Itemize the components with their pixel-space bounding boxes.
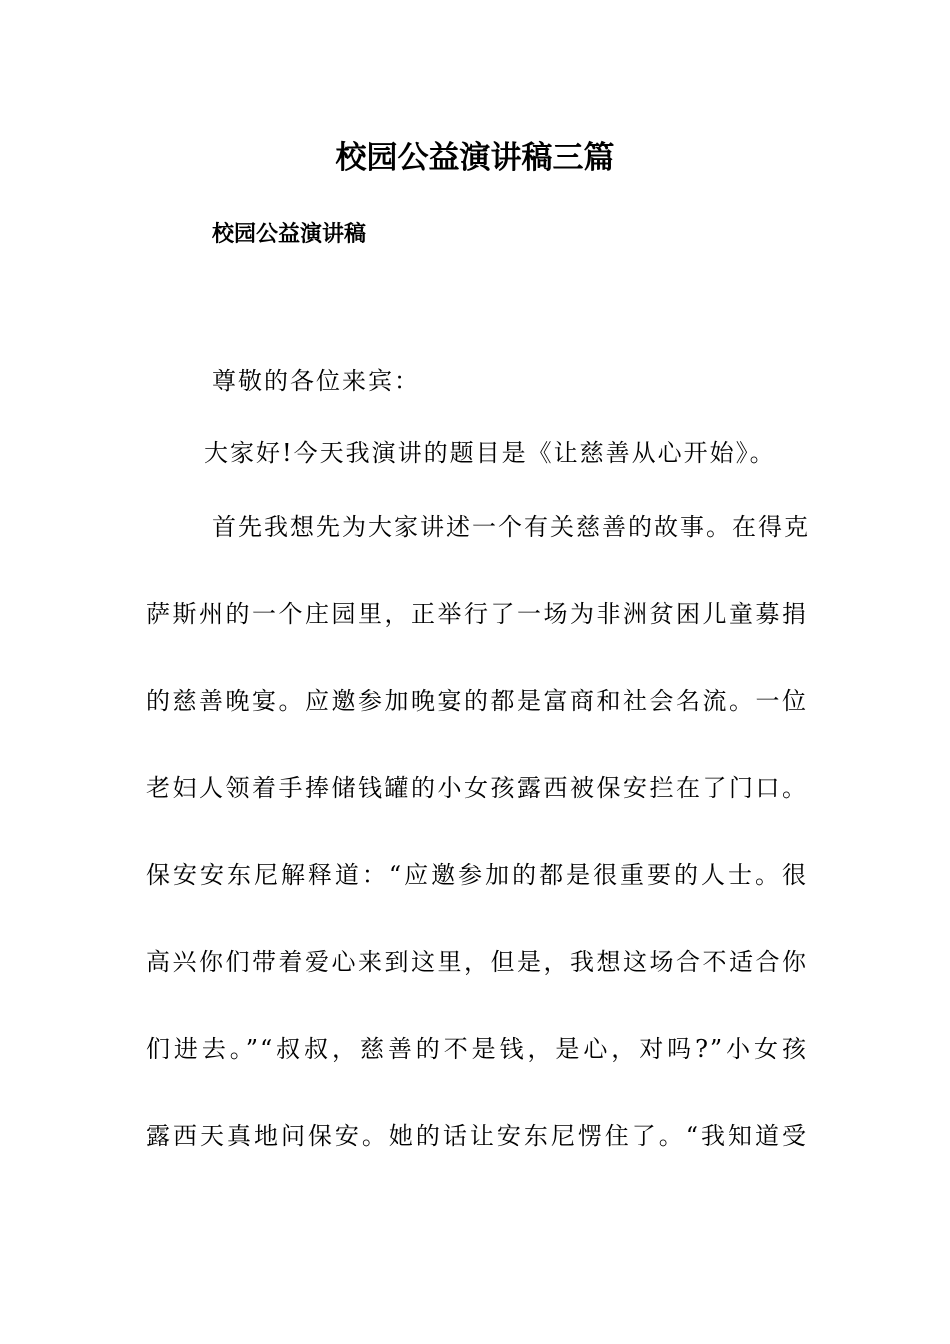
- body-line: 首先我想先为大家讲述一个有关慈善的故事。在得克: [212, 513, 810, 541]
- body-line: 高兴你们带着爱心来到这里，但是，我想这场合不适合你: [146, 948, 808, 976]
- body-line: 老妇人领着手捧储钱罐的小女孩露西被保安拦在了门口。: [146, 774, 808, 802]
- body-line: 萨斯州的一个庄园里，正举行了一场为非洲贫困儿童募捐: [146, 600, 808, 628]
- body-line: 保安安东尼解释道：“应邀参加的都是很重要的人士。很: [146, 861, 808, 889]
- document-title: 校园公益演讲稿三篇: [335, 140, 615, 176]
- body-line: 们进去。”“叔叔，慈善的不是钱，是心，对吗?”小女孩: [146, 1035, 808, 1063]
- salutation-line: 尊敬的各位来宾：: [212, 367, 420, 395]
- greeting-line: 大家好!今天我演讲的题目是《让慈善从心开始》。: [204, 439, 776, 467]
- document-subtitle: 校园公益演讲稿: [212, 222, 367, 247]
- body-line: 的慈善晚宴。应邀参加晚宴的都是富商和社会名流。一位: [146, 687, 808, 715]
- body-line: 露西天真地问保安。她的话让安东尼愣住了。“我知道受: [146, 1122, 808, 1150]
